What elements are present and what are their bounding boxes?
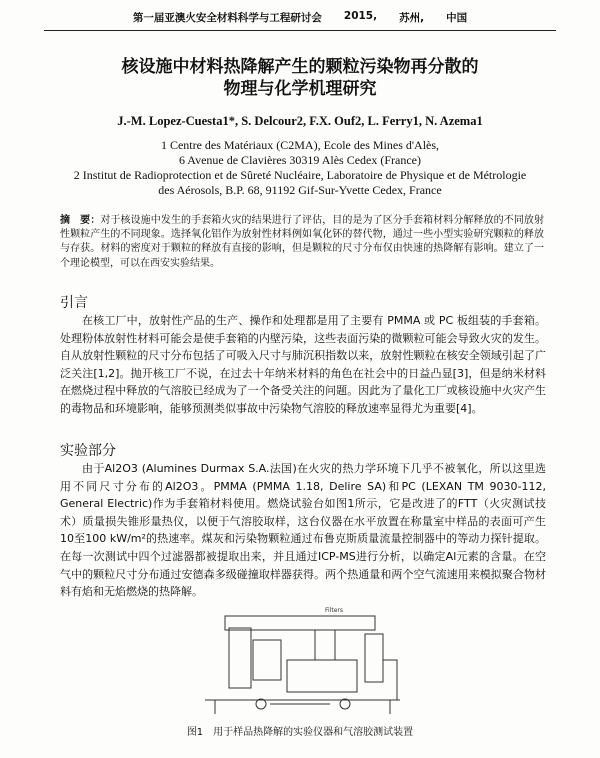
section-heading-experiment: 实验部分 xyxy=(60,443,116,459)
affiliation-2-line-1: 2 Institut de Radioprotection et de Sûreté Nucléaire, Laboratoire de Physique et de Métrologie xyxy=(73,168,527,182)
impactor xyxy=(365,634,383,682)
sampling-probe xyxy=(315,630,335,660)
affiliation-2-line-2: des Aérosols, B.P. 68, 91192 Gif-Sur-Yvette Cedex, France xyxy=(158,183,442,197)
intro-paragraph: 在核工厂中，放射性产品的生产、操作和处理都是用了主要有 PMMA 或 PC 板组装的手套箱。处理粉体放射性材料可能会是使手套箱的内壁污染，这些表面污染的微颗粒可能会导致火灾的发生。自从放射性颗粒的尺寸分布包括了可吸入尺寸与肺沉积指数以来，放射性颗粒在核安全领域引起了广泛关注[1,2]。抛开核工厂不说，在过去十年纳米材料的角色在社会中的日益凸显[3]，但是纳米材料在燃烧过程中释放的气溶胶已经成为了一个备受关注的问题。因此为了量化工厂或核设施中火灾产生的毒物品和环境影响，能够预测类似事故中污染物气溶胶的释放速率显得尤为重要[4]。 xyxy=(60,314,546,415)
conference-year: 2015, xyxy=(343,10,378,22)
author-list: J.-M. Lopez-Cuesta1*, S. Delcour2, F.X. Ouf2, L. Ferry1, N. Azema1 xyxy=(117,114,483,128)
abstract xyxy=(60,214,544,271)
abstract-text: 对于核设施中发生的手套箱火灾的结果进行了评估，目的是为了区分手套箱材料分解释放的不同放射性颗粒产生的不同现象。选择氧化铝作为放射性材料例如氧化钚的替代物，通过一些小型实验研究颗粒的释放与存获。材料的密度对于颗粒的释放有直接的影响，但是颗粒的尺寸分布仅由快速的热降解有影响。建立了一个理论模型，可以在西安实验结果。 xyxy=(60,215,545,269)
hood xyxy=(229,628,251,688)
paper-title xyxy=(40,56,560,100)
affiliation-1-line-1: 1 Centre des Matériaux (C2MA), Ecole des Mines d'Alès, xyxy=(160,138,440,152)
affiliation-1-line-2: 6 Avenue de Clavières 30319 Alès Cedex (France) xyxy=(178,153,422,167)
apparatus-figure xyxy=(195,600,410,722)
title-line-1: 核设施中材料热降解产生的颗粒污染物再分散的 xyxy=(121,57,479,77)
weighing-chamber xyxy=(287,660,357,692)
section-heading-intro: 引言 xyxy=(60,295,88,311)
header-divider xyxy=(44,30,556,31)
conference-city: 苏州, xyxy=(399,12,425,24)
conference-country: 中国 xyxy=(446,12,468,24)
affiliations xyxy=(70,138,530,198)
cone-calorimeter xyxy=(253,640,281,680)
title-line-2: 物理与化学机理研究 xyxy=(223,79,377,99)
figure-caption: 图1 用于样品热降解的实验仪器和气溶胶测试装置 xyxy=(186,727,414,738)
filters-label: Filters xyxy=(325,607,343,614)
conference-name: 第一届亚澳火安全材料科学与工程研讨会 xyxy=(132,12,322,24)
running-header xyxy=(44,10,556,25)
experiment-paragraph: 由于Al2O3 (Alumines Durmax S.A.法国)在火灾的热力学环境下几乎不被氧化，所以这里选用不同尺寸分布的Al2O3。PMMA (PMMA 1.18, Delire SA)和PC (LEXAN TM 9030-112, General Electric)作为手套箱材料使用。燃烧试验台如图1所示，它是改进了的FTT（火灾测试技术）质量损失锥形量热仪，以便于气溶胶取样，这台仪器在水平放置在称量室中样品的表面可产生10至100 kW/m²的热速率。煤灰和污染物颗粒通过布鲁克斯质量流量控制器中的等动力探针提取。在每一次测试中四个过滤器都被提取出来，并且通过ICP-MS进行分析，以确定Al元素的含量。在空气中的颗粒尺寸分布通过安德森多级碰撞取样器获得。两个热通量和两个空气流速用来模拟聚合物材料有焰和无焰燃烧的热降解。 xyxy=(60,462,546,599)
bench xyxy=(205,700,400,714)
abstract-label: 摘 要： xyxy=(60,215,101,226)
